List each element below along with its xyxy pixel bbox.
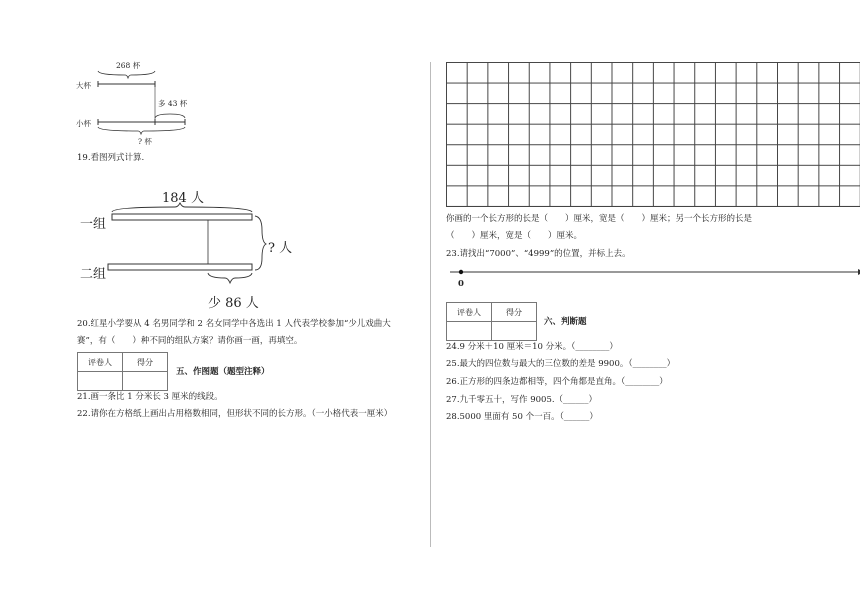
score-header: 得分: [123, 353, 168, 372]
score-box-section5: [77, 352, 168, 391]
less-people-label: 少 86 人: [208, 296, 259, 311]
rectangle-answer-line2: （ ）厘米，宽是（ ）厘米。: [446, 231, 583, 241]
column-divider: [430, 62, 431, 547]
reviewer-header: 评卷人: [78, 353, 123, 372]
groups-diagram-lines: [0, 0, 300, 120]
rectangle-answer-line1: 你画的一个长方形的长是（ ）厘米，宽是（ ）厘米；另一个长方形的长是: [446, 214, 753, 224]
section-6-title: 六、判断题: [544, 317, 587, 327]
group2-label: 二组: [80, 267, 107, 282]
score-box-section6: [446, 302, 537, 341]
reviewer-cell: [78, 372, 123, 391]
square-grid-paper: [446, 62, 860, 207]
number-line-zero: 0: [458, 279, 464, 289]
question-20-line2: 赛”，有（ ）种不同的组队方案？请你画一画，再填空。: [77, 336, 303, 346]
question-23: 23.请找出“7000”、“4999”的位置，并标上去。: [446, 249, 631, 259]
question-25: 25.最大的四位数与最大的三位数的差是 9900。（________）: [446, 359, 676, 369]
question-22: 22.请你在方格纸上画出占用格数相同，但形状不同的长方形。（一小格代表一厘米）: [77, 409, 393, 419]
cups-total-label: 268 杯: [116, 61, 141, 70]
score-cell: [492, 322, 537, 341]
group-total-label: 184 人: [162, 191, 204, 206]
question-21: 21.画一条比 1 分米长 3 厘米的线段。: [77, 392, 223, 402]
reviewer-header: 评卷人: [447, 303, 492, 322]
question-27: 27.九千零五十，写作 9005.（______）: [446, 395, 598, 405]
number-line: [450, 264, 860, 284]
groups-question-label: ? 人: [268, 241, 293, 256]
question-26: 26.正方形的四条边都相等，四个角都是直角。（________）: [446, 377, 668, 387]
big-cup-label: 大杯: [76, 81, 91, 90]
question-24: 24.9 分米＋10 厘米＝10 分米。（________）: [446, 342, 618, 352]
more-cups-label: 多 43 杯: [158, 99, 188, 108]
reviewer-cell: [447, 322, 492, 341]
cups-question-label: ? 杯: [138, 137, 152, 146]
small-cup-label: 小杯: [76, 119, 91, 128]
section-5-title: 五、作图题（题型注释）: [176, 367, 270, 377]
score-cell: [123, 372, 168, 391]
question-19: 19.看图列式计算.: [77, 153, 145, 163]
group1-label: 一组: [80, 217, 107, 232]
question-28: 28.5000 里面有 50 个一百。（______）: [446, 412, 598, 422]
question-20-line1: 20.红星小学要从 4 名男同学和 2 名女同学中各选出 1 人代表学校参加“少儿戏曲大: [77, 319, 391, 329]
score-header: 得分: [492, 303, 537, 322]
